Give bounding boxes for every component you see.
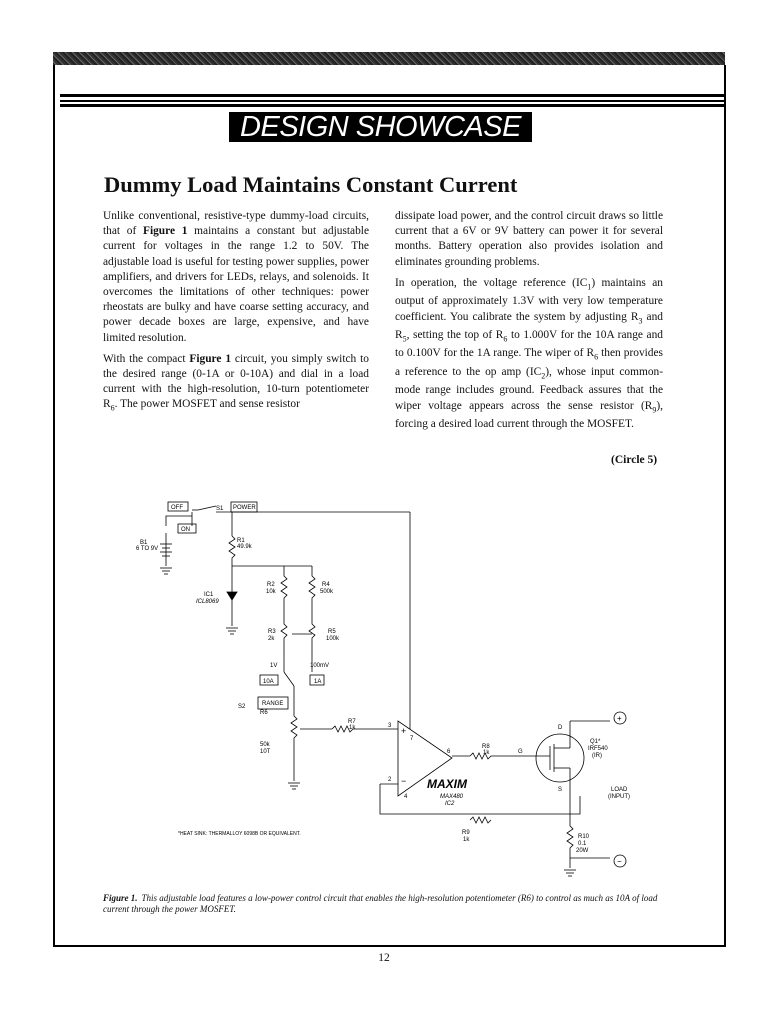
svg-text:50k: 50k: [260, 742, 270, 748]
svg-text:D: D: [558, 725, 563, 731]
svg-text:R4: R4: [322, 582, 330, 588]
svg-text:R6: R6: [260, 710, 268, 716]
svg-text:10k: 10k: [266, 589, 276, 595]
figure-caption: Figure 1. This adjustable load features a low-power control circuit that enables the high-resolution potentiometer (R6) to control as much as 10A of load current through the power MOSFET.: [103, 893, 658, 914]
page-frame: [53, 945, 726, 947]
header-rule: [60, 104, 726, 107]
svg-text:3: 3: [388, 723, 392, 729]
svg-text:R3: R3: [268, 629, 276, 635]
svg-text:G: G: [518, 749, 523, 755]
article-column-2: [395, 209, 663, 438]
circle-note: (Circle 5): [611, 454, 658, 466]
svg-text:+: +: [401, 726, 407, 736]
svg-text:49.9k: 49.9k: [237, 544, 252, 550]
svg-text:6: 6: [447, 749, 451, 755]
svg-text:+: +: [617, 714, 622, 723]
s1-label: S1: [216, 506, 224, 512]
svg-text:100mV: 100mV: [310, 663, 330, 669]
svg-text:(IR): (IR): [592, 753, 602, 759]
svg-text:R7: R7: [348, 719, 356, 725]
header-texture-bar: [53, 52, 725, 65]
maxim-logo: MAXIM: [427, 777, 467, 791]
heatsink-note: *HEAT SINK: THERMALLOY 6098B OR EQUIVALENT.: [178, 831, 301, 837]
svg-text:500k: 500k: [320, 589, 334, 595]
svg-text:ICL8069: ICL8069: [196, 599, 219, 605]
schematic-wires: [166, 506, 610, 868]
svg-text:Q1*: Q1*: [590, 739, 601, 745]
page-number: 12: [378, 952, 390, 964]
header-rule: [60, 100, 726, 102]
svg-text:10T: 10T: [260, 749, 271, 755]
svg-text:R10: R10: [578, 834, 590, 840]
svg-text:R1: R1: [237, 538, 245, 544]
svg-text:LOAD: LOAD: [611, 787, 628, 793]
svg-text:R8: R8: [482, 744, 490, 750]
reference-diode-icon: [227, 592, 237, 600]
article-column-1: [103, 209, 369, 422]
svg-text:1k: 1k: [483, 750, 490, 756]
svg-text:0.1: 0.1: [578, 841, 587, 847]
svg-text:1V: 1V: [270, 663, 278, 669]
power-label: POWER: [233, 505, 256, 511]
svg-text:IC1: IC1: [204, 592, 214, 598]
svg-text:MAX480: MAX480: [440, 794, 464, 800]
svg-text:(INPUT): (INPUT): [608, 794, 630, 800]
svg-text:IRF540: IRF540: [588, 746, 608, 752]
article-paragraph: Unlike conventional, resistive-type dummy-load circuits, that of Figure 1 maintains a constant but adjustable current for voltages in the range 1.2 to 50V. The adjustable load is useful for testing power supplies, power amplifiers, and drivers for LEDs, relays, and solenoids. It overcomes the limitations of other techniques: power rheostats are bulky and have coarse setting accuracy, and power decade boxes are large, expensive, and have limited resolution.: [103, 210, 370, 344]
page-frame: [724, 65, 726, 945]
svg-text:4: 4: [404, 794, 408, 800]
svg-text:1k: 1k: [349, 725, 356, 731]
svg-text:−: −: [401, 776, 407, 786]
svg-text:IC2: IC2: [445, 801, 455, 807]
svg-text:10A: 10A: [263, 679, 274, 685]
header-rule: [60, 94, 726, 97]
b1-label: B1: [140, 540, 148, 546]
circuit-schematic: [136, 496, 640, 886]
article-paragraph: With the compact Figure 1 circuit, you simply switch to the desired range (0-1A or 0-10A) and dial in a load current with the high-resolution, 10-turn potentiometer $R_6$. The power MOSFET and sense resistor: [103, 352, 369, 413]
svg-text:−: −: [617, 857, 622, 866]
article-title: Dummy Load Maintains Constant Current: [104, 172, 518, 197]
svg-text:S2: S2: [238, 704, 246, 710]
svg-text:1A: 1A: [314, 679, 322, 685]
off-label: OFF: [171, 505, 183, 511]
page-frame: [53, 65, 55, 945]
svg-text:R9: R9: [462, 830, 470, 836]
svg-text:R5: R5: [328, 629, 336, 635]
on-label: ON: [181, 527, 190, 533]
svg-text:RANGE: RANGE: [262, 701, 284, 707]
article-paragraph: dissipate load power, and the control circuit draws so little current that a 6V or 9V battery can power it for several months. Battery operation also provides isolation and eliminates grounding problems.: [395, 210, 663, 268]
mosfet-symbol: [536, 734, 584, 782]
svg-text:20W: 20W: [576, 848, 589, 854]
svg-text:1k: 1k: [463, 837, 470, 843]
svg-text:100k: 100k: [326, 636, 340, 642]
svg-text:7: 7: [410, 736, 414, 742]
svg-text:S: S: [558, 787, 563, 793]
svg-text:2: 2: [388, 777, 392, 783]
article-paragraph: In operation, the voltage reference $(IC_1)$ maintains an output of approximately 1.3V with very low temperature coefficient. You calibrate the system by adjusting $R_3$ and $R_5$, setting the top of $R_6$ to 1.000V for the 10A range and to 0.100V for the 1A range. The wiper of $R_6$ then provides a reference to the op amp $(IC_2)$, whose input common-mode range includes ground. Feedback assures that the wiper voltage appears across the sense resistor $(R_9)$, forcing a desired load current through the MOSFET.: [395, 276, 663, 431]
b1-value: 6 TO 9V: [136, 546, 159, 552]
svg-text:R2: R2: [267, 582, 275, 588]
svg-text:2k: 2k: [268, 636, 275, 642]
section-banner: DESIGN SHOWCASE: [229, 112, 532, 142]
